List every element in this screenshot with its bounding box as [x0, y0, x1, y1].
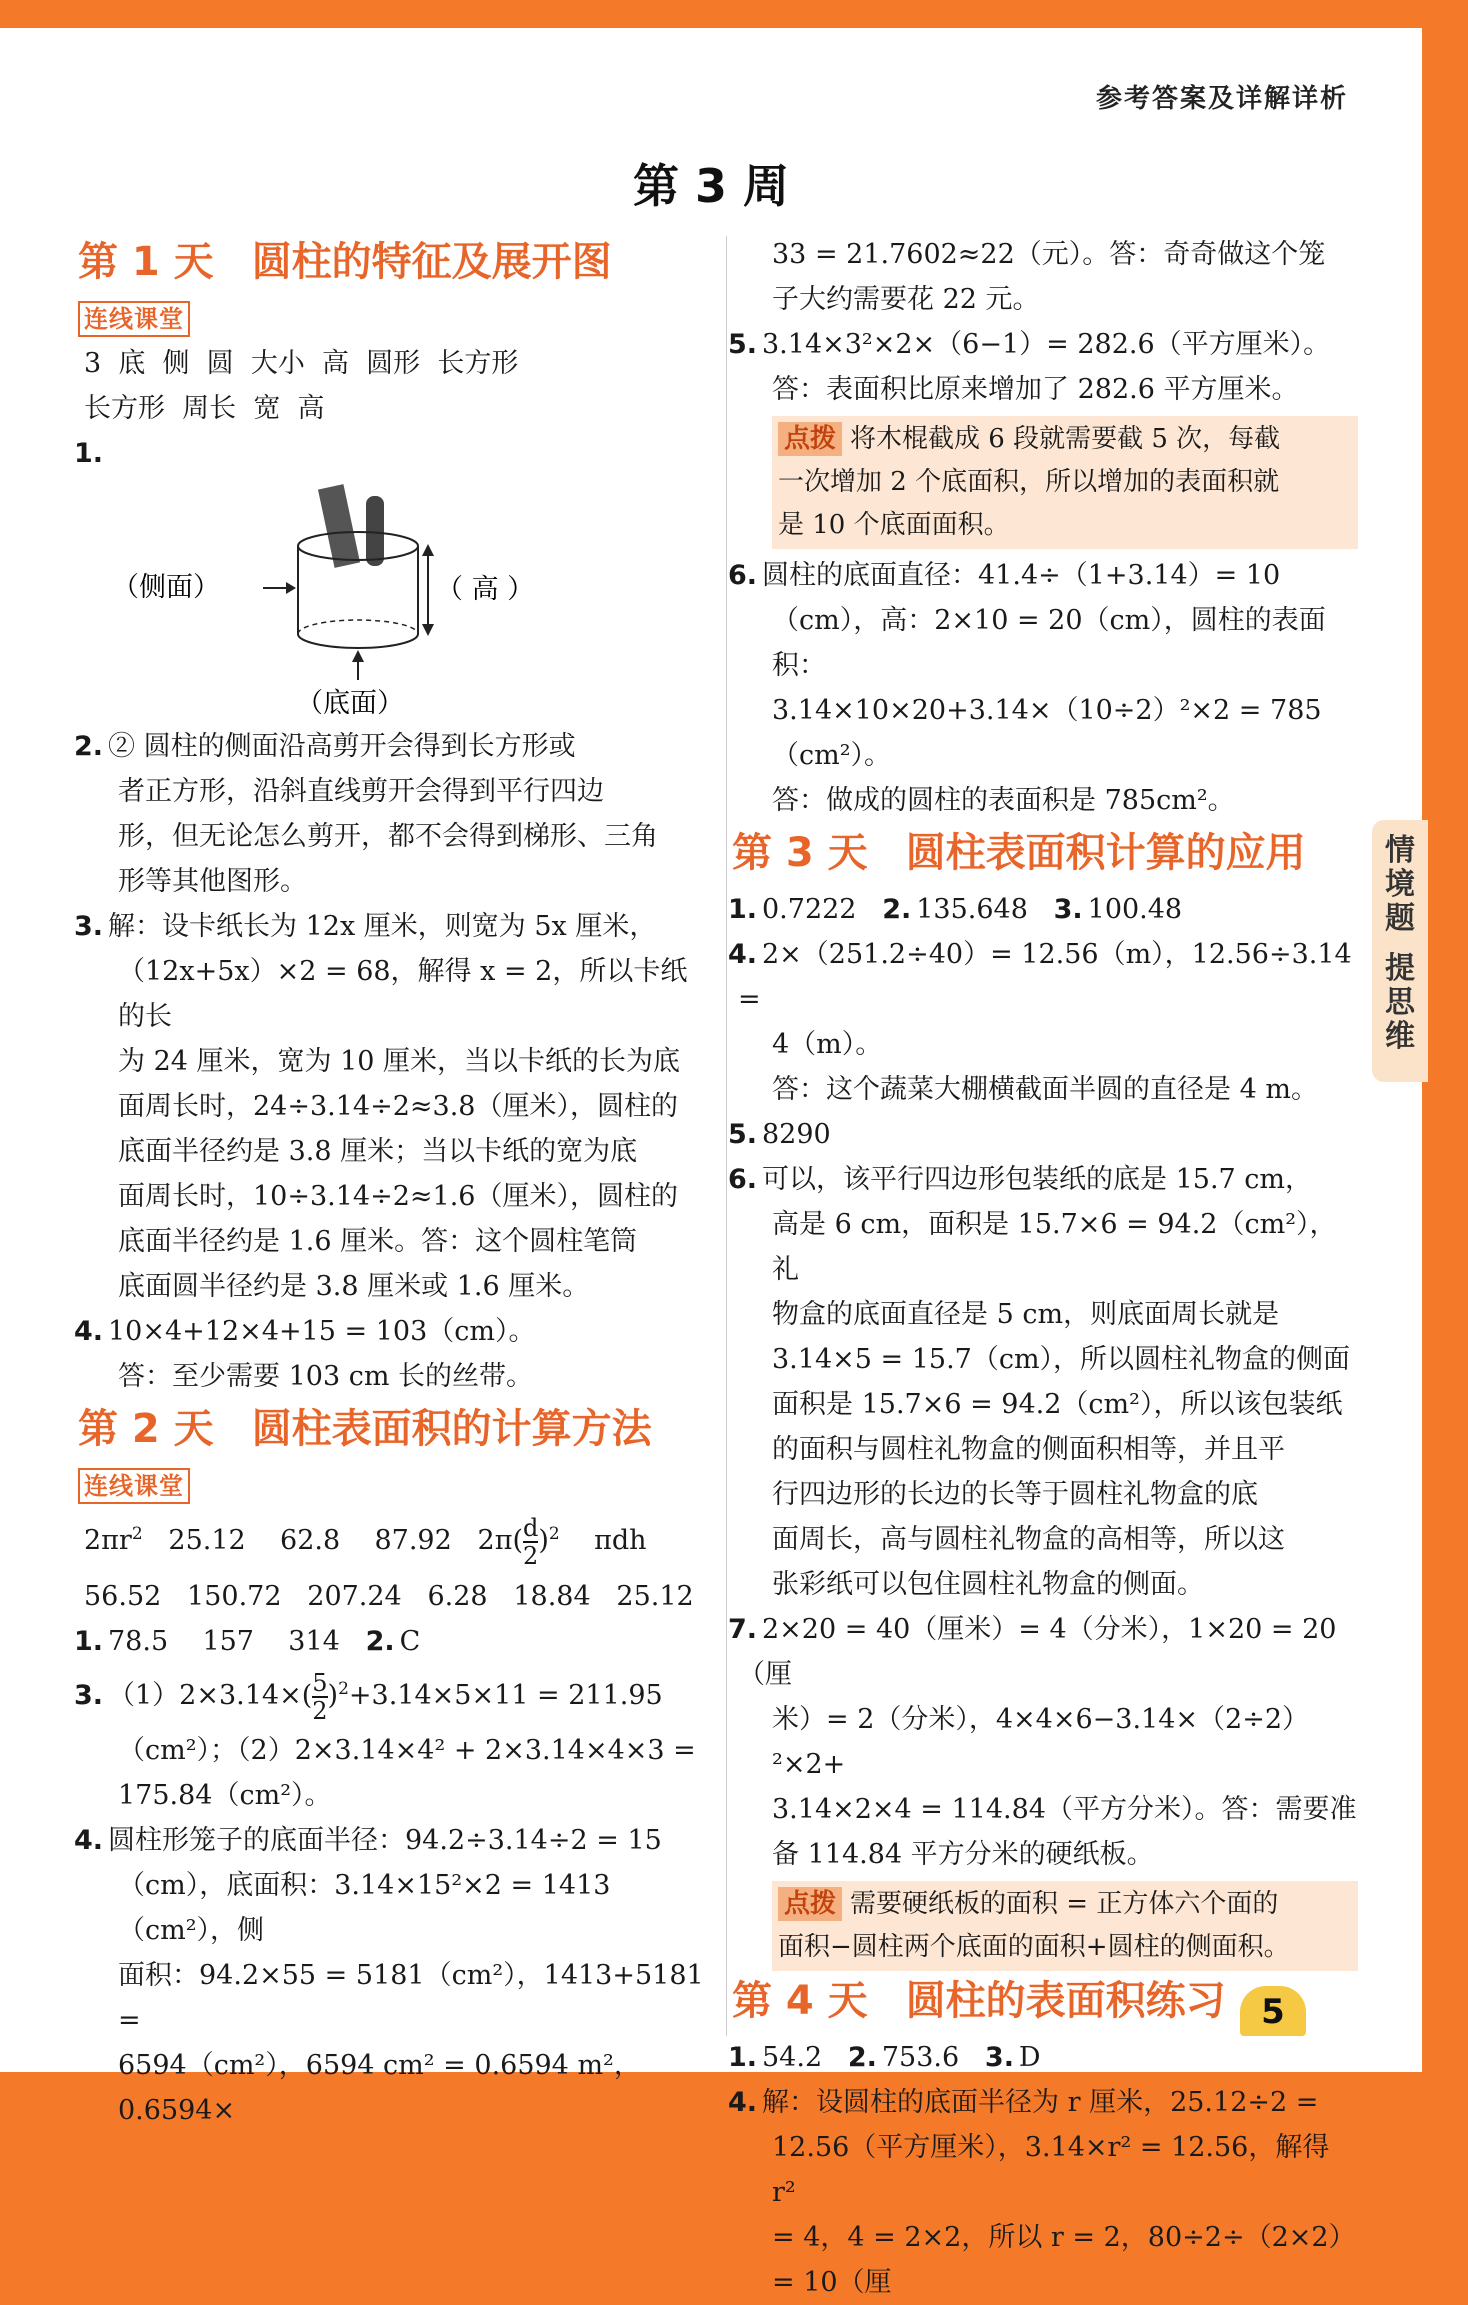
- question-number: 2.: [74, 731, 104, 762]
- day2-formula-line: [84, 1508, 704, 1574]
- right-edge-strip: [1422, 60, 1468, 2060]
- day3-q7-line-4: 备 114.84 平方分米的硬纸板。: [772, 1839, 1154, 1870]
- formula-b: 25.12 62.8 87.92 2π(: [142, 1525, 523, 1556]
- frac-den: 2: [523, 1541, 539, 1570]
- day1-label: 第 1 天: [78, 239, 214, 285]
- question-number: 4.: [728, 2087, 758, 2118]
- formula-c: ): [538, 1525, 549, 1556]
- fig-height-label: （ 高 ）: [436, 574, 535, 605]
- q6-text: 圆柱的底面直径：41.4÷（1+3.14）= 10: [762, 560, 1281, 591]
- day3-q6-line-7: 行四边形的长边的长等于圆柱礼物盒的底: [772, 1479, 1258, 1510]
- day3-q6-line-3: 物盒的底面直径是 5 cm，则底面周长就是: [772, 1299, 1280, 1330]
- answer: 8290: [762, 1119, 831, 1150]
- day3-q6-line-9: 张彩纸可以包住圆柱礼物盒的侧面。: [772, 1569, 1204, 1600]
- day4-topic: 圆柱的表面积练习: [905, 1978, 1226, 2024]
- column-divider: [726, 236, 727, 2036]
- answer: D: [1018, 2042, 1041, 2073]
- day2-values-line: 56.52 150.72 207.24 6.28 18.84 25.12: [84, 1581, 694, 1612]
- day1-q2-line-1: [74, 724, 704, 769]
- q3-text: 解：设卡纸长为 12x 厘米，则宽为 5x 厘米，: [108, 911, 657, 942]
- r-q6-line-2: （cm），高：2×10 = 20（cm），圆柱的表面积：: [772, 605, 1326, 681]
- question-number: 1.: [74, 1626, 104, 1657]
- hint-line: 面积−圆柱两个底面的面积+圆柱的侧面积。: [778, 1932, 1290, 1962]
- day2-tag: 连线课堂: [78, 1468, 190, 1504]
- question-number: 2.: [847, 2042, 877, 2073]
- answer: 54.2: [762, 2042, 823, 2073]
- r-q6-line-4: 答：做成的圆柱的表面积是 785cm²。: [772, 785, 1235, 816]
- q2-text: ② 圆柱的侧面沿高剪开会得到长方形或: [108, 731, 576, 762]
- cylinder-bottom-hidden: [298, 620, 418, 634]
- day2-q3-line-1: [74, 1664, 704, 1728]
- pen-holder-cylinder-diagram: [118, 476, 678, 724]
- day3-heading: [732, 827, 1358, 879]
- cylinder-bottom: [298, 634, 418, 648]
- answer: 135.648: [916, 894, 1028, 925]
- day4-q4-line-1: [728, 2080, 1358, 2125]
- formula-d: πdh: [559, 1525, 647, 1556]
- day3-q5: [728, 1112, 1358, 1157]
- day1-q3-line-4: 面周长时，24÷3.14÷2≈3.8（厘米），圆柱的: [118, 1091, 678, 1122]
- day3-q7-line-1: [728, 1607, 1358, 1697]
- hint-tag: 点拨: [778, 1887, 842, 1921]
- day3-q6-line-5: 面积是 15.7×6 = 94.2（cm²），所以该包装纸: [772, 1389, 1343, 1420]
- day3-q7-line-2: 米）= 2（分米），4×4×6−3.14×（2÷2）²×2+: [772, 1704, 1310, 1780]
- q1-answers: 78.5 157 314: [108, 1626, 340, 1657]
- q3-c: +3.14×5×11 = 211.95: [348, 1680, 663, 1711]
- hint-box-2: [772, 1881, 1358, 1971]
- day1-q1: [74, 431, 704, 476]
- q5-text: 3.14×3²×2×（6−1）= 282.6（平方厘米）。: [762, 329, 1331, 360]
- question-number: 6.: [728, 1164, 758, 1195]
- question-number: 1.: [728, 2042, 758, 2073]
- hint-line: 是 10 个底面面积。: [778, 510, 1010, 540]
- ruler-shape: [318, 484, 360, 568]
- day1-q3-line-8: 底面圆半径约是 3.8 厘米或 1.6 厘米。: [118, 1271, 590, 1302]
- day1-tag: 连线课堂: [78, 301, 190, 337]
- day1-q3-line-6: 面周长时，10÷3.14÷2≈1.6（厘米），圆柱的: [118, 1181, 678, 1212]
- day4-label: 第 4 天: [732, 1978, 868, 2024]
- q3-b: ): [327, 1680, 339, 1711]
- question-number: 7.: [728, 1614, 758, 1645]
- day2-q3-line-2: （cm²）；（2）2×3.14×4² + 2×3.14×4×3 =: [118, 1735, 696, 1766]
- formula-a-sup: 2: [131, 1524, 143, 1544]
- day3-q6-line-8: 面周长，高与圆柱礼物盒的高相等，所以这: [772, 1524, 1285, 1555]
- day2-q4-line-4: 6594（cm²），6594 cm² = 0.6594 m²，0.6594×: [118, 2050, 641, 2126]
- q4-text: 圆柱形笼子的底面半径：94.2÷3.14÷2 = 15: [108, 1825, 662, 1856]
- question-number: 2.: [365, 1626, 395, 1657]
- week-title: 第 3 周: [632, 159, 790, 213]
- q7-text: 2×20 = 40（厘米）= 4（分米），1×20 = 20（厘: [738, 1614, 1337, 1690]
- question-number: 5.: [728, 1119, 758, 1150]
- q3-fraction: [312, 1670, 327, 1724]
- day3-q4-line-2: 4（m）。: [772, 1029, 883, 1060]
- cont-line-2: 子大约需要花 22 元。: [772, 284, 1040, 315]
- day1-q2-line-4: 形等其他图形。: [118, 866, 307, 897]
- day3-q6-line-2: 高是 6 cm，面积是 15.7×6 = 94.2（cm²），礼: [772, 1209, 1337, 1285]
- day1-q3-line-2: （12x+5x）×2 = 68，解得 x = 2，所以卡纸的长: [118, 956, 688, 1032]
- frac-num: 5: [312, 1668, 328, 1697]
- day3-topic: 圆柱表面积计算的应用: [905, 830, 1306, 876]
- r-q6-line-3: 3.14×10×20+3.14×（10÷2）²×2 = 785（cm²）。: [772, 695, 1322, 771]
- day1-words-line1: 3 底 侧 圆 大小 高 圆形 长方形: [84, 348, 519, 379]
- question-number: 4.: [74, 1825, 104, 1856]
- day1-q4-line-1: [74, 1309, 704, 1354]
- formula-a: 2πr: [84, 1525, 132, 1556]
- q4-text: 2×（251.2÷40）= 12.56（m），12.56÷3.14 =: [738, 939, 1352, 1015]
- height-arrowhead-top: [422, 544, 434, 556]
- height-arrowhead-bottom: [422, 624, 434, 636]
- day3-q1-q3: [728, 887, 1358, 932]
- hint-tag: 点拨: [778, 422, 842, 456]
- q6-text: 可以，该平行四边形包装纸的底是 15.7 cm，: [762, 1164, 1313, 1195]
- day4-q4-line-3: = 4，4 = 2×2，所以 r = 2，80÷2÷（2×2）= 10（厘: [772, 2222, 1356, 2298]
- hint-box-1: [772, 416, 1358, 549]
- answer: 100.48: [1087, 894, 1183, 925]
- day2-topic: 圆柱表面积的计算方法: [251, 1406, 652, 1452]
- formula-c-sup: 2: [548, 1524, 560, 1544]
- day1-q2-line-2: 者正方形，沿斜直线剪开会得到平行四边: [118, 776, 604, 807]
- q4-text: 解：设圆柱的底面半径为 r 厘米，25.12÷2 =: [762, 2087, 1319, 2118]
- question-number: 3.: [984, 2042, 1014, 2073]
- question-number: 3.: [74, 1680, 104, 1711]
- day2-heading: [78, 1403, 704, 1455]
- day2-q3-line-3: 175.84（cm²）。: [118, 1780, 332, 1811]
- day1-q3-line-3: 为 24 厘米，宽为 10 厘米，当以卡纸的长为底: [118, 1046, 681, 1077]
- day3-q4-line-3: 答：这个蔬菜大棚横截面半圆的直径是 4 m。: [772, 1074, 1318, 1105]
- side-arrowhead: [286, 582, 296, 594]
- day1-q2-line-3: 形，但无论怎么剪开，都不会得到梯形、三角: [118, 821, 658, 852]
- day2-label: 第 2 天: [78, 1406, 214, 1452]
- day4-q1-q3: [728, 2035, 1358, 2080]
- side-tab: [1372, 820, 1428, 1082]
- day1-q3-line-5: 底面半径约是 3.8 厘米；当以卡纸的宽为底: [118, 1136, 638, 1167]
- day3-q6-line-6: 的面积与圆柱礼物盒的侧面积相等，并且平: [772, 1434, 1285, 1465]
- day1-words-line2: 长方形 周长 宽 高: [84, 393, 325, 424]
- day2-q1-q2: [74, 1619, 704, 1664]
- day3-q7-line-3: 3.14×2×4 = 114.84（平方分米）。答：需要准: [772, 1794, 1357, 1825]
- day3-q6-line-1: [728, 1157, 1358, 1202]
- day4-q4-line-2: 12.56（平方厘米），3.14×r² = 12.56，解得 r²: [772, 2132, 1330, 2208]
- side-tab-line2: 提 思 维: [1385, 951, 1415, 1054]
- day1-q3-line-1: [74, 904, 704, 949]
- left-column: [74, 232, 704, 2133]
- frac-den: 2: [312, 1696, 328, 1725]
- day1-q3-line-7: 底面半径约是 1.6 厘米。答：这个圆柱笔筒: [118, 1226, 638, 1257]
- q4-text: 10×4+12×4+15 = 103（cm）。: [108, 1316, 536, 1347]
- hint-line: 一次增加 2 个底面积，所以增加的表面积就: [778, 467, 1280, 497]
- question-number: 3.: [1053, 894, 1083, 925]
- question-number: 6.: [728, 560, 758, 591]
- question-number: 1.: [74, 438, 104, 469]
- side-tab-line1: 情 境 题: [1385, 833, 1415, 936]
- pen-shape: [366, 496, 384, 566]
- q3-b-sup: 2: [338, 1679, 349, 1699]
- day2-q4-line-3: 面积：94.2×55 = 5181（cm²），1413+5181 =: [118, 1960, 704, 2036]
- r-q5-line-1: [728, 322, 1358, 367]
- cylinder-figure: [118, 476, 704, 724]
- question-number: 1.: [728, 894, 758, 925]
- answer: 0.7222: [762, 894, 857, 925]
- question-number: 4.: [74, 1316, 104, 1347]
- day3-q6-line-4: 3.14×5 = 15.7（cm），所以圆柱礼物盒的侧面: [772, 1344, 1351, 1375]
- day2-q4-line-2: （cm），底面积：3.14×15²×2 = 1413（cm²），侧: [118, 1870, 611, 1946]
- page-number: 5: [1240, 1986, 1306, 2036]
- answer: 753.6: [881, 2042, 960, 2073]
- question-number: 3.: [74, 911, 104, 942]
- q2-answer: C: [399, 1626, 421, 1657]
- frac-num: d: [523, 1513, 539, 1542]
- question-number: 4.: [728, 939, 758, 970]
- q3-a: （1）2×3.14×(: [108, 1680, 313, 1711]
- question-number: 5.: [728, 329, 758, 360]
- day3-label: 第 3 天: [732, 830, 868, 876]
- day1-heading: [78, 236, 704, 288]
- day1-topic: 圆柱的特征及展开图: [251, 239, 612, 285]
- bottom-arrowhead: [352, 650, 364, 662]
- cont-line-1: 33 = 21.7602≈22（元）。答：奇奇做这个笼: [772, 239, 1326, 270]
- question-number: 2.: [882, 894, 912, 925]
- day2-q4-line-1: [74, 1818, 704, 1863]
- hint-line: 需要硬纸板的面积 = 正方体六个面的: [850, 1889, 1279, 1919]
- hint-line: 将木棍截成 6 段就需要截 5 次，每截: [850, 424, 1281, 454]
- r-q6-line-1: [728, 553, 1358, 598]
- day1-q4-line-2: 答：至少需要 103 cm 长的丝带。: [118, 1361, 534, 1392]
- fig-side-label: （侧面）: [118, 572, 220, 603]
- day3-q4-line-1: [728, 932, 1358, 1022]
- formula-fraction: [523, 1515, 538, 1569]
- r-q5-line-2: 答：表面积比原来增加了 282.6 平方厘米。: [772, 374, 1299, 405]
- running-header: 参考答案及详解详析: [1095, 84, 1348, 114]
- fig-bottom-label: （底面）: [296, 688, 404, 719]
